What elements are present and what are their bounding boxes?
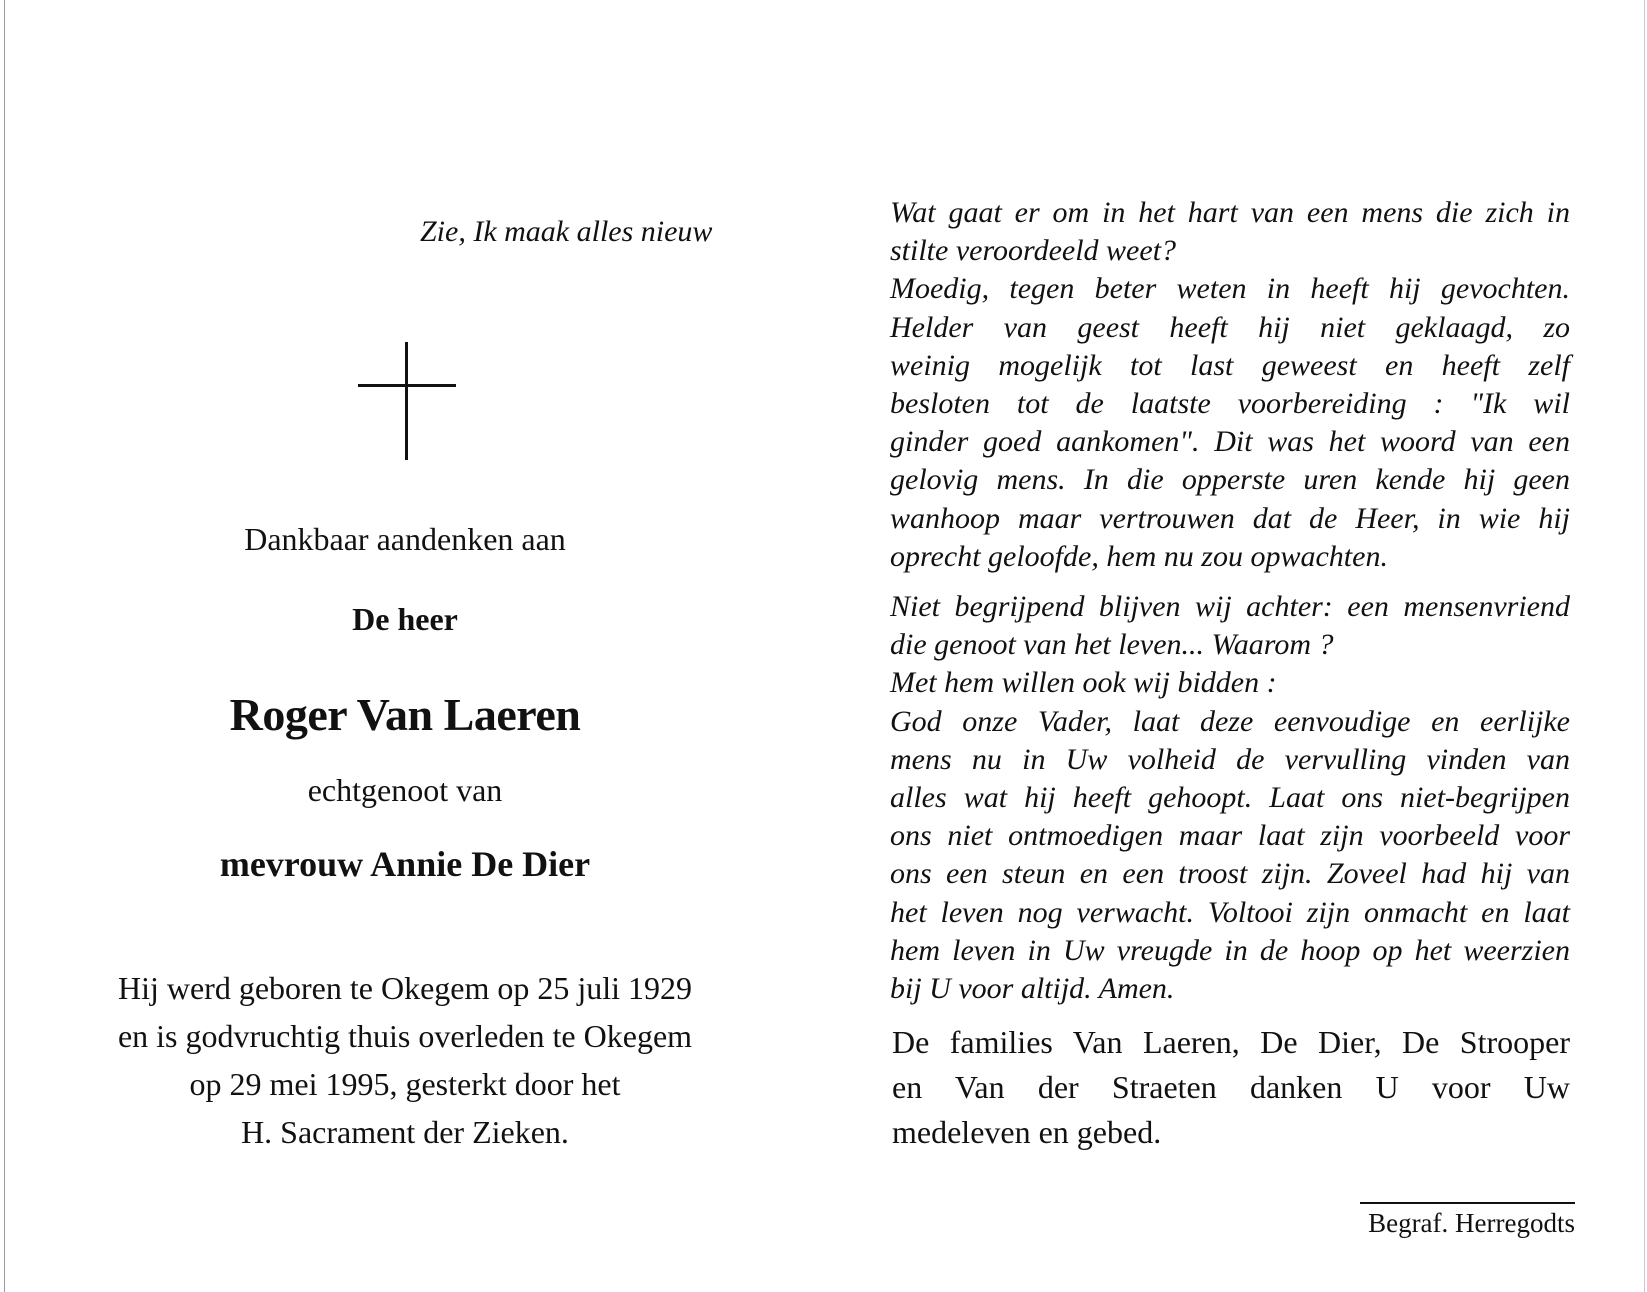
text-line: wanhoop maar vertrouwen dat de Heer, in wie hij (890, 501, 1570, 535)
bio-line: H. Sacrament der Zieken. (241, 1114, 569, 1150)
text-line: ons niet ontmoedigen maar laat zijn voorbeeld voor (890, 819, 1570, 853)
text-line: Niet begrijpend blijven wij achter: een mensenvriend (890, 590, 1570, 624)
text-line: het leven nog verwacht. Voltooi zijn onmacht en laat (890, 895, 1570, 929)
memorial-text (890, 194, 1570, 1008)
text-line: Helder van geest heeft hij niet geklaagd, zo (890, 310, 1570, 344)
text-line: hem leven in Uw vreugde in de hoop op het weerzien (890, 933, 1570, 967)
text-line: ons een steun en een troost zijn. Zoveel had hij van (890, 857, 1570, 891)
intro-text: Dankbaar aandenken aan (244, 521, 566, 557)
honorific: De heer (352, 601, 458, 637)
text-line: bij U voor altijd. Amen. (890, 972, 1175, 1006)
thanks-line: medeleven en gebed. (892, 1114, 1162, 1150)
text-line: Met hem willen ook wij bidden : (890, 666, 1277, 700)
cross-icon (358, 342, 456, 460)
text-line: ginder goed aankomen". Dit was het woord van een (890, 425, 1570, 459)
text-line: besloten tot de laatste voorbereiding : "Ik wil (890, 387, 1570, 421)
biography (50, 964, 760, 1156)
text-line: gelovig mens. In die opperste uren kende hij geen (890, 463, 1570, 497)
text-line: Moedig, tegen beter weten in heeft hij gevochten. (890, 272, 1570, 306)
bio-line: Hij werd geboren te Okegem op 25 juli 1929 (117, 970, 693, 1006)
bio-line: en is godvruchtig thuis overleden te Okegem (117, 1018, 693, 1054)
card-left-edge (4, 0, 5, 1292)
thanks-line: De families Van Laeren, De Dier, De Strooper (892, 1024, 1570, 1060)
text-line: alles wat hij heeft gehoopt. Laat ons niet-begrijpen (890, 781, 1570, 815)
text-line: mens nu in Uw volheid de vervulling vinden van (890, 742, 1570, 776)
deceased-name: Roger Van Laeren (229, 689, 581, 740)
spouse-label: echtgenoot van (307, 772, 503, 808)
printer-divider (1360, 1202, 1575, 1204)
text-line: Wat gaat er om in het hart van een mens die zich in (890, 196, 1570, 229)
text-line: weinig mogelijk tot last geweest en heeft zelf (890, 348, 1570, 382)
family-thanks (892, 1020, 1570, 1155)
spouse-name: mevrouw Annie De Dier (219, 844, 591, 884)
printer-credit: Begraf. Herregodts (1368, 1208, 1575, 1238)
text-line: God onze Vader, laat deze eenvoudige en eerlijke (890, 704, 1570, 738)
text-line: oprecht geloofde, hem nu zou opwachten. (890, 539, 1388, 573)
card-right-edge (1644, 0, 1645, 1292)
motto: Zie, Ik maak alles nieuw (420, 215, 713, 248)
text-line: die genoot van het leven... Waarom ? (890, 628, 1334, 662)
thanks-line: en Van der Straeten danken U voor Uw (892, 1069, 1570, 1105)
text-line: stilte veroordeeld weet? (890, 234, 1177, 268)
bio-line: op 29 mei 1995, gesterkt door het (189, 1066, 621, 1102)
